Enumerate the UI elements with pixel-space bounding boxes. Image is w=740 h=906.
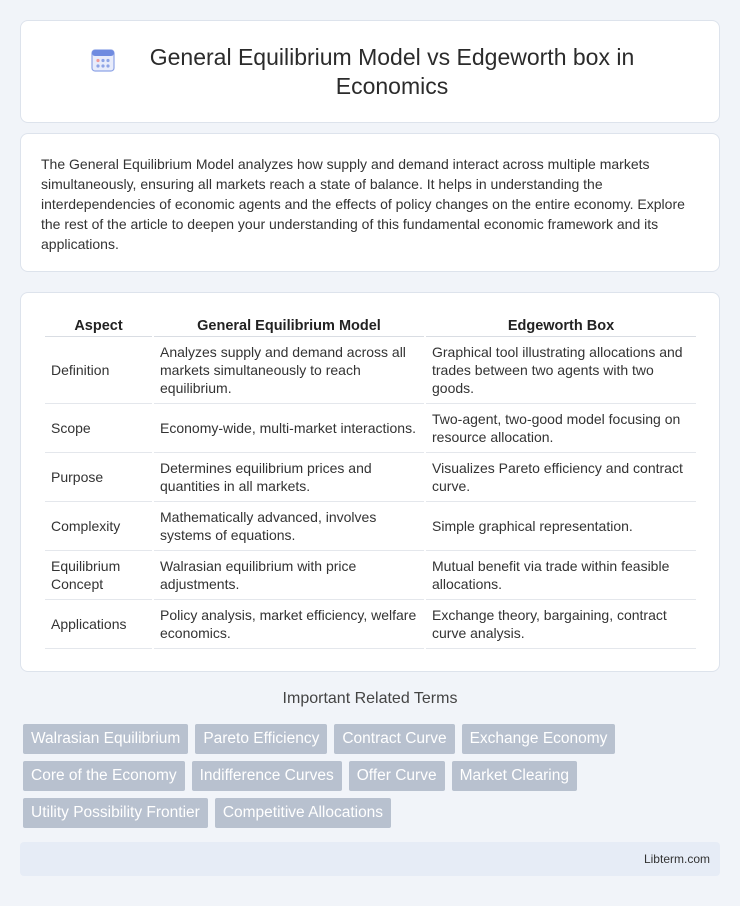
table-row — [45, 404, 696, 453]
related-term-tag[interactable]: Core of the Economy — [23, 761, 185, 791]
table-row — [45, 337, 696, 404]
cell-general-equilibrium: Economy-wide, multi-market interactions. — [154, 404, 424, 453]
comparison-card — [20, 292, 720, 672]
cell-general-equilibrium: Mathematically advanced, involves systems of equations. — [154, 502, 424, 551]
cell-aspect: Complexity — [45, 502, 152, 551]
related-terms-list — [23, 724, 723, 835]
footer — [20, 842, 720, 876]
table-row — [45, 600, 696, 649]
cell-aspect: Scope — [45, 404, 152, 453]
footer-site-link[interactable]: Libterm.com — [643, 852, 710, 866]
cell-edgeworth-box: Simple graphical representation. — [426, 502, 696, 551]
cell-edgeworth-box: Mutual benefit via trade within feasible allocations. — [426, 551, 696, 600]
table-row — [45, 453, 696, 502]
page-title: General Equilibrium Model vs Edgeworth box in Economics — [149, 43, 635, 99]
cell-general-equilibrium: Walrasian equilibrium with price adjustments. — [154, 551, 424, 600]
related-term-tag[interactable]: Pareto Efficiency — [195, 724, 327, 754]
calendar-grid-icon — [90, 47, 116, 73]
cell-aspect: Definition — [45, 337, 152, 404]
related-term-tag[interactable]: Contract Curve — [334, 724, 454, 754]
cell-edgeworth-box: Graphical tool illustrating allocations and trades between two agents with two goods. — [426, 337, 696, 404]
cell-general-equilibrium: Policy analysis, market efficiency, welfare economics. — [154, 600, 424, 649]
related-term-tag[interactable]: Exchange Economy — [462, 724, 616, 754]
title-wrap — [90, 43, 650, 101]
related-terms-title: Important Related Terms — [282, 690, 458, 707]
intro-paragraph: The General Equilibrium Model analyzes how supply and demand interact across multiple markets simultaneously, ensuring all markets reach a state of balance. It helps in understanding the interdependencies of economic agents and the effects of policy changes on the entire economy. Explore the rest of the article to deepen your understanding of this fundamental economic framework and its applications. — [41, 156, 685, 252]
cell-edgeworth-box: Two-agent, two-good model focusing on resource allocation. — [426, 404, 696, 453]
related-term-tag[interactable]: Indifference Curves — [192, 761, 342, 791]
related-term-tag[interactable]: Market Clearing — [452, 761, 577, 791]
table-header-row — [45, 313, 696, 337]
cell-aspect: Purpose — [45, 453, 152, 502]
table-row — [45, 502, 696, 551]
header-general-equilibrium: General Equilibrium Model — [154, 313, 424, 337]
related-term-tag[interactable]: Walrasian Equilibrium — [23, 724, 188, 754]
intro-card — [20, 133, 720, 272]
related-term-tag[interactable]: Competitive Allocations — [215, 798, 391, 828]
cell-edgeworth-box: Visualizes Pareto efficiency and contract curve. — [426, 453, 696, 502]
cell-general-equilibrium: Determines equilibrium prices and quantities in all markets. — [154, 453, 424, 502]
header-edgeworth-box: Edgeworth Box — [426, 313, 696, 337]
related-term-tag[interactable]: Utility Possibility Frontier — [23, 798, 208, 828]
header-aspect: Aspect — [45, 313, 152, 337]
cell-aspect: Equilibrium Concept — [45, 551, 152, 600]
title-card — [20, 20, 720, 123]
comparison-table — [43, 313, 698, 649]
cell-general-equilibrium: Analyzes supply and demand across all markets simultaneously to reach equilibrium. — [154, 337, 424, 404]
cell-edgeworth-box: Exchange theory, bargaining, contract curve analysis. — [426, 600, 696, 649]
related-term-tag[interactable]: Offer Curve — [349, 761, 445, 791]
cell-aspect: Applications — [45, 600, 152, 649]
table-row — [45, 551, 696, 600]
